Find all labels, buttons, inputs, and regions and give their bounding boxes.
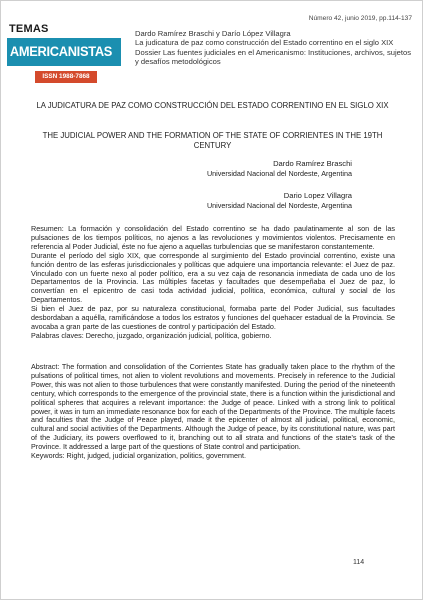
header-authors: Dardo Ramírez Braschi y Darío López Villagra (135, 29, 291, 38)
logo-text-americanistas: AMERICANISTAS (7, 38, 121, 66)
resumen-paragraph: Durante el período del siglo XIX, que corresponde al surgimiento del Estado provincial correntino, existe una función dentro de las esferas jurisdiccionales y políticas que adquiere una importancia relevante: el Juez de paz. Vinculado con un fuerte nexo al poder político, era a su vez caja de resonancia inmediata de cada uno de los Departamentos de la Provincia. Las múltiples facetas y facultades que desempeñaba el Juez de paz, lo convertían en el epicentro de casi toda actividad judicial, política, económica, cultural y social de los Departamentos. (31, 250, 395, 305)
author-name: Dario Lopez Villagra (283, 191, 352, 200)
resumen-keywords: Palabras claves: Derecho, juzgado, organización judicial, política, gobierno. (31, 330, 272, 340)
abstract-section (31, 363, 395, 461)
abstract-keywords: Keywords: Right, judged, judicial organization, politics, government. (31, 451, 246, 461)
logo-text-temas: TEMAS (9, 23, 49, 35)
issue-info: Número 42, junio 2019, pp.114-137 (308, 15, 412, 22)
author-affiliation: Universidad Nacional del Nordeste, Argentina (206, 201, 352, 210)
logo-issn-badge: ISSN 1988-7868 (35, 71, 97, 83)
author-block (207, 191, 352, 211)
header-dossier: Dossier Las fuentes judiciales en el Americanismo: Instituciones, archivos, sujetos y desafíos metodológicos (135, 47, 412, 66)
resumen-paragraph: Si bien el Juez de paz, por su naturaleza constitucional, formaba parte del Poder Judicial, sus facultades desbordaban a aquélla, ramificándose a todos los estratos y funciones del quehacer estadual de la Provincia. Se avocaba a gran parte de las cuestiones de control y participación del Estado. (31, 304, 395, 331)
page-number: 114 (353, 559, 365, 566)
article-title-spanish: LA JUDICATURA DE PAZ COMO CONSTRUCCIÓN DEL ESTADO CORRENTINO EN EL SIGLO XIX (36, 101, 389, 110)
article-title-english: THE JUDICIAL POWER AND THE FORMATION OF THE STATE OF CORRIENTES IN THE 19TH CENTURY (42, 131, 383, 150)
abstract-paragraph: Abstract: The formation and consolidation of the Corrientes State has gradually taken place to the rhythm of the pulsations of political times, not alien to violent revolutions and movements. Precisely in reference to the Judicial Power, this was not alien to those turbulences that were constantly manifested. During the period of the nineteenth century, which corresponds to the emergence of the provincial state, there is a function within the jurisdictional and political spheres that acquires a relevant importance: the Judge of peace. Linked with a strong link to political power, it was in turn an immediate resonance box for each of the Departments of the Province. The multiple facets and faculties that the Judge of Peace played, made it the epicenter of almost all judicial, political, economic, cultural and social activities of the Departments. Although the Judge of peace, by its constitutional nature, was part of the Judiciary, its powers overflowed to it, branching out to all strata and functions of the state's task of the Province. It addressed a large part of the questions of State control and participation. (31, 362, 395, 452)
resumen-paragraph: Resumen: La formación y consolidación del Estado correntino se ha dado paulatinamente al son de las pulsaciones de los tiempos políticos, no ajenos a las revoluciones y movimientos violentos. Precisamente en referencia al Poder Judicial, éste no fue ajeno a aquellas turbulencias que se manifestaron constantemente. (31, 224, 395, 251)
author-block (207, 159, 352, 179)
author-affiliation: Universidad Nacional del Nordeste, Argentina (206, 169, 352, 178)
journal-logo (7, 23, 127, 89)
author-name: Dardo Ramírez Braschi (273, 159, 352, 168)
running-header (135, 29, 413, 66)
resumen-section (31, 225, 395, 341)
header-article-title: La judicatura de paz como construcción del Estado correntino en el siglo XIX (135, 38, 394, 48)
